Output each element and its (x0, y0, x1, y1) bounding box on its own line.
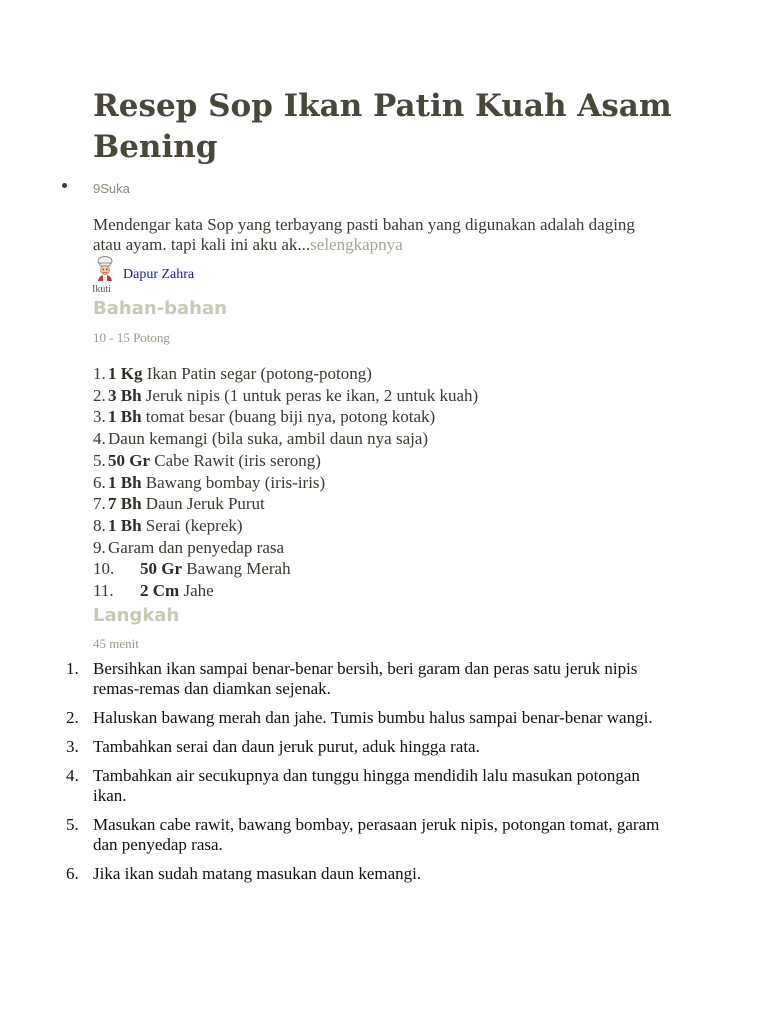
ingredient-qty: 1 Bh (108, 407, 142, 427)
ingredient-number: 7. (93, 494, 106, 514)
step-text: Masukan cabe rawit, bawang bombay, perasaan jeruk nipis, potongan tomat, garam dan penyedap rasa. (93, 815, 660, 854)
step-number: 2. (66, 708, 79, 727)
ingredient-item (93, 385, 478, 407)
step-item (66, 737, 686, 757)
ingredients-list (93, 363, 478, 602)
duration-text: 45 menit (93, 636, 139, 651)
ingredient-number: 11. (93, 581, 114, 601)
ingredient-text: Bawang Merah (182, 559, 291, 579)
ingredient-qty: 1 Kg (108, 364, 143, 383)
step-item (66, 659, 686, 699)
likes-bullet (62, 183, 67, 188)
step-text: Haluskan bawang merah dan jahe. Tumis bumbu halus sampai benar-benar wangi. (93, 708, 653, 727)
intro-text: Mendengar kata Sop yang terbayang pasti bahan yang digunakan adalah daging atau ayam. tapi kali ini aku ak... (93, 215, 635, 254)
ingredient-text: Garam dan penyedap rasa (108, 537, 285, 557)
ingredient-qty: 50 Gr (108, 450, 151, 470)
ingredient-item (93, 363, 478, 385)
recipe-intro (93, 215, 653, 255)
ingredient-qty: 50 Gr (140, 559, 183, 579)
follow-button[interactable]: Ikuti (92, 284, 111, 295)
ingredient-qty: 7 Bh (108, 494, 142, 514)
ingredient-number: 4. (93, 429, 106, 449)
ingredient-number: 6. (93, 472, 106, 492)
step-text: Tambahkan serai dan daun jeruk purut, aduk hingga rata. (93, 737, 480, 756)
ingredient-text: Jahe (179, 581, 214, 601)
step-item (66, 766, 686, 806)
read-more-link[interactable]: selengkapnya (310, 235, 403, 254)
step-item (66, 815, 686, 855)
ingredient-item (93, 537, 478, 559)
ingredient-item (93, 558, 478, 580)
ingredient-text: Daun kemangi (bila suka, ambil daun nya saja) (108, 429, 429, 449)
ingredient-number: 5. (93, 450, 106, 470)
ingredient-qty: 3 Bh (108, 385, 142, 405)
step-item (66, 708, 686, 728)
ingredient-qty: 2 Cm (140, 581, 180, 601)
chef-avatar-icon[interactable] (96, 256, 114, 282)
ingredient-item (93, 450, 478, 472)
ingredient-text: tomat besar (buang biji nya, potong kotak) (141, 407, 436, 427)
ingredient-number: 9. (93, 537, 106, 557)
ingredient-item (93, 472, 478, 494)
step-number: 6. (66, 864, 79, 883)
step-text: Tambahkan air secukupnya dan tunggu hingga mendidih lalu masukan potongan ikan. (93, 766, 640, 805)
ingredient-number: 8. (93, 515, 106, 535)
servings-text: 10 - 15 Potong (93, 330, 170, 345)
ingredient-text: Ikan Patin segar (potong-potong) (142, 364, 372, 383)
ingredient-number: 2. (93, 385, 106, 405)
ingredient-number: 3. (93, 407, 106, 427)
ingredient-text: Daun Jeruk Purut (141, 494, 265, 514)
ingredient-qty: 1 Bh (108, 515, 142, 535)
ingredient-qty: 1 Bh (108, 472, 142, 492)
ingredient-number: 10. (93, 559, 115, 579)
ingredient-item (93, 515, 478, 537)
ingredient-item (93, 428, 478, 450)
step-text: Jika ikan sudah matang masukan daun kemangi. (93, 864, 422, 883)
ingredient-text: Jeruk nipis (1 untuk peras ke ikan, 2 untuk kuah) (141, 385, 479, 405)
ingredient-number: 1. (93, 364, 106, 383)
ingredient-item (93, 406, 478, 428)
step-number: 3. (66, 737, 79, 756)
steps-list (66, 659, 686, 893)
recipe-title: Resep Sop Ikan Patin Kuah Asam Bening (93, 88, 672, 165)
step-number: 5. (66, 815, 79, 834)
step-number: 4. (66, 766, 79, 785)
ingredient-item (93, 493, 478, 515)
ingredient-text: Cabe Rawit (iris serong) (150, 450, 321, 470)
likes-count[interactable]: 9Suka (93, 181, 130, 196)
step-text: Bersihkan ikan sampai benar-benar bersih, beri garam dan peras satu jeruk nipis remas-remas dan diamkan sejenak. (93, 659, 638, 698)
author-name-link[interactable]: Dapur Zahra (123, 267, 195, 282)
step-number: 1. (66, 659, 79, 678)
steps-heading: Langkah (93, 605, 180, 626)
ingredient-text: Serai (keprek) (141, 515, 243, 535)
step-item (66, 864, 686, 884)
ingredient-text: Bawang bombay (iris-iris) (141, 472, 326, 492)
ingredient-item (93, 580, 478, 602)
ingredients-heading: Bahan-bahan (93, 298, 227, 319)
